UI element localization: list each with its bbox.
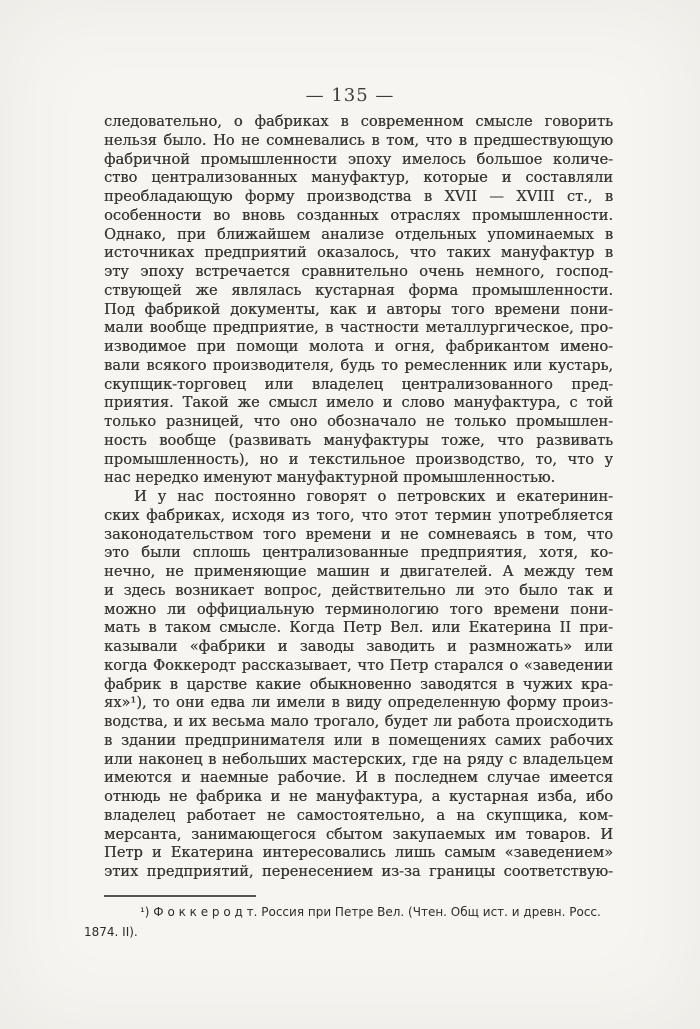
text-line: ство централизованных мануфактур, которые и составляли — [104, 169, 613, 187]
text-line: эту эпоху встречается сравнительно очень немного, господ- — [104, 263, 613, 280]
text-line: вали всякого производителя, будь то ремесленник или кустарь, — [104, 356, 613, 374]
text-line: можно ли оффициальную терминологию того времени пони- — [104, 600, 613, 618]
text-line: имеются и наемные рабочие. И в последнем случае имеется — [104, 769, 613, 787]
text-line: этих предприятий, перенесением из-за границы соответствую- — [104, 863, 613, 880]
text-line: скупщик-торговец или владелец централизованного пред- — [104, 375, 613, 393]
text-line: источниках предприятий оказалось, что таких мануфактур в — [104, 244, 613, 262]
text-line: Под фабрикой документы, как и авторы того времени пони- — [104, 300, 613, 318]
text-line: ях»¹), то они едва ли имели в виду определенную форму произ- — [104, 694, 613, 712]
text-line: мали вообще предприятие, в частности металлургическое, про- — [104, 319, 613, 337]
text-line: фабрик в царстве какие обыкновенно заводятся в чужих кра- — [104, 675, 613, 693]
text-line: водства, и их весьма мало трогало, будет ли работа происходить — [104, 713, 613, 730]
text-line: ность вообще (развивать мануфактуры тоже, что развивать — [104, 431, 613, 449]
text-line: только разницей, что оно обозначало не только промышлен- — [104, 413, 613, 430]
text-line: промышленность), но и текстильное производство, то, что у — [104, 450, 613, 468]
text-line: в здании предпринимателя или в помещениях самих рабочих — [104, 731, 613, 749]
text-line: Петр и Екатерина интересовались лишь самым «заведением» — [104, 844, 613, 862]
text-line: казывали «фабрики и заводы заводить и размножать» или — [104, 638, 613, 655]
text-line: особенности во вновь созданных отраслях промышленности. — [104, 206, 613, 224]
text-line: преобладающую форму производства в XVII — XVIII ст., в — [104, 188, 613, 205]
text-line: когда Фоккеродт рассказывает, что Петр старался о «заведении — [104, 656, 613, 674]
footnote-line: ¹) Ф о к к е р о д т. Россия при Петре Вел. (Чтен. Общ ист. и древн. Росс. — [140, 905, 601, 919]
footnote-line: 1874. II). — [84, 924, 138, 939]
text-line: приятия. Такой же смысл имело и слово мануфактура, с той — [104, 394, 613, 412]
text-line: Однако, при ближайшем анализе отдельных упоминаемых в — [104, 225, 613, 243]
text-line: ских фабриках, исходя из того, что этот термин употребляется — [104, 506, 613, 524]
footnote-separator-rule — [104, 895, 256, 897]
body-text — [104, 113, 613, 882]
text-line: изводимое при помощи молота и огня, фабрикантом имено- — [104, 338, 613, 355]
text-line: отнюдь не фабрика и не мануфактура, а кустарная изба, ибо — [104, 788, 613, 805]
page-number-header: — 135 — — [305, 85, 395, 106]
text-line: это были сплошь централизованные предприятия, хотя, ко- — [104, 544, 613, 562]
text-line: мать в таком смысле. Когда Петр Вел. или Екатерина II при- — [104, 619, 613, 637]
text-line: следовательно, о фабриках в современном смысле говорить — [104, 113, 613, 130]
text-line: или наконец в небольших мастерских, где на ряду с владельцем — [104, 750, 613, 768]
text-line: нельзя было. Но не сомневались в том, что в предшествующую — [104, 131, 613, 149]
text-line: ствующей же являлась кустарная форма промышленности. — [104, 281, 613, 299]
text-line: мерсанта, занимающегося сбытом закупаемых им товаров. И — [104, 825, 613, 843]
text-line: владелец работает не самостоятельно, а на скупщика, ком- — [104, 806, 613, 824]
text-line: нас нередко именуют мануфактурной промышленностью. — [104, 469, 556, 487]
text-line: и здесь возникает вопрос, действительно ли это было так и — [104, 581, 613, 599]
text-line: И у нас постоянно говорят о петровских и екатеринин- — [134, 488, 613, 505]
text-line: законодательством того времени и не сомневаясь в том, что — [104, 525, 613, 543]
text-line: фабричной промышленности эпоху имелось большое количе- — [104, 150, 613, 168]
text-line: нечно, не применяющие машин и двигателей. А между тем — [104, 563, 613, 580]
footnote — [84, 903, 616, 942]
